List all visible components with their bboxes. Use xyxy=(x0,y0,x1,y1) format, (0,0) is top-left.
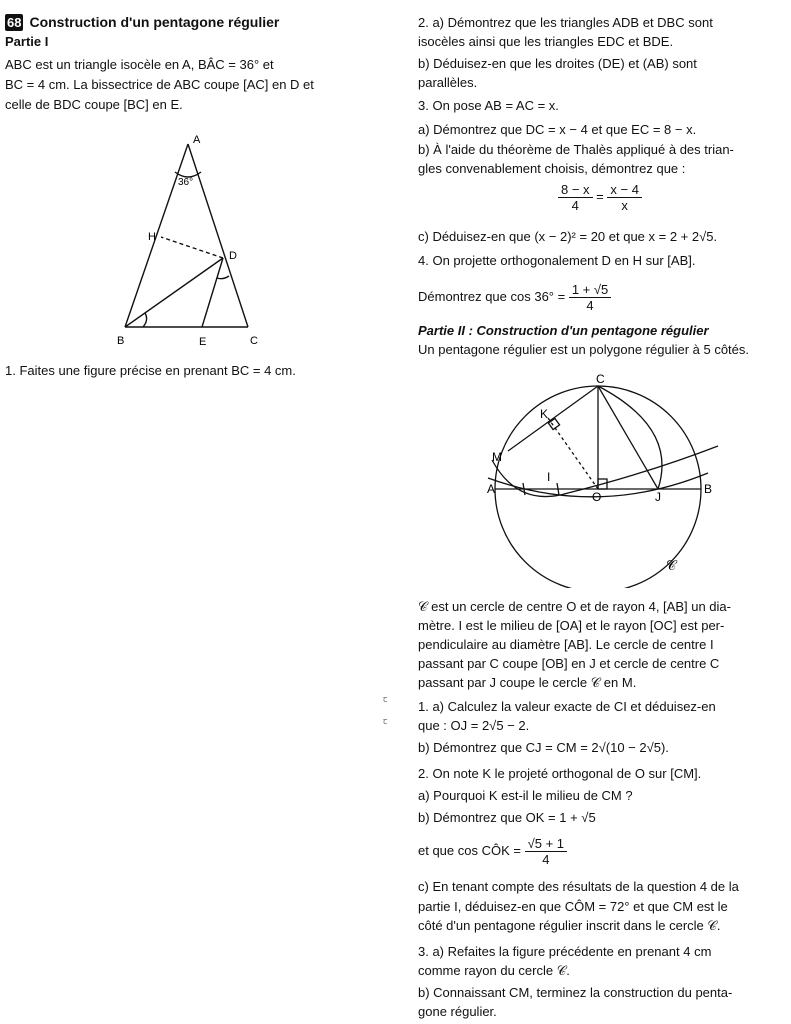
q3c: c) Déduisez-en que (x − 2)² = 20 et que x = 2 + 2√5. xyxy=(418,229,718,244)
p2c-line-1: c) En tenant compte des résultats de la question 4 de la xyxy=(418,879,739,894)
p1a-line-2: que : OJ = 2√5 − 2. xyxy=(418,718,530,733)
equals-sign: = xyxy=(596,188,604,204)
q2b-line-2: parallèles. xyxy=(418,75,478,90)
fraction-left: $\frac{8 - x}{4}$ xyxy=(558,182,593,213)
label-B: B xyxy=(117,335,125,347)
desc-line-5: passant par J coupe le cercle 𝒞 en M. xyxy=(418,675,637,690)
desc-line-4: passant par C coupe [OB] en J et cercle de centre C xyxy=(418,656,720,671)
exercise-title: Construction d'un pentagone régulier xyxy=(29,14,280,30)
p3a-line-2: comme rayon du cercle 𝒞. xyxy=(418,963,570,978)
q2b-line-1: b) Déduisez-en que les droites (DE) et (AB) sont xyxy=(418,56,697,71)
angle-36-label: 36° xyxy=(178,177,194,188)
p2b-fraction: $\frac{√5 + 1}{4}$ xyxy=(525,836,567,867)
p2c-line-3: côté d'un pentagone régulier inscrit dans le cercle 𝒞. xyxy=(418,918,721,933)
margin-mark-1: ꞇ xyxy=(383,694,388,704)
p2a: a) Pourquoi K est-il le milieu de CM ? xyxy=(418,788,633,803)
circle-label-M: M xyxy=(492,450,502,464)
label-E: E xyxy=(199,336,207,348)
fraction-right: $\frac{x - 4}{x}$ xyxy=(607,182,642,213)
p2c-line-2: partie I, déduisez-en que CÔM = 72° et que CM est le xyxy=(418,899,728,914)
exercise-number-badge: 68 xyxy=(7,15,22,30)
q3: 3. On pose AB = AC = x. xyxy=(418,98,559,113)
p2: 2. On note K le projeté orthogonal de O sur [CM]. xyxy=(418,766,702,781)
p2b-prefix: et que cos CÔK = xyxy=(418,842,521,858)
circle-label-J: J xyxy=(655,490,661,504)
intro-line-2: BC = 4 cm. La bissectrice de ABC coupe [AC] en D et xyxy=(5,77,314,92)
circle-label-I: I xyxy=(547,470,551,484)
q3b-line-1: b) À l'aide du théorème de Thalès appliqué à des trian- xyxy=(418,142,734,157)
desc-line-3: pendiculaire au diamètre [AB]. Le cercle de centre I xyxy=(418,637,714,652)
circle-label-C: C xyxy=(596,372,605,386)
label-A: A xyxy=(193,134,201,146)
q4: 4. On projette orthogonalement D en H sur [AB]. xyxy=(418,253,696,268)
q3b-equation xyxy=(558,182,642,213)
circle-label-script-C: 𝒞 xyxy=(666,557,677,573)
label-H: H xyxy=(148,231,156,243)
triangle-figure xyxy=(105,130,285,355)
question-1: 1. Faites une figure précise en prenant BC = 4 cm. xyxy=(5,363,296,378)
desc-line-1: 𝒞 est un cercle de centre O et de rayon 4, [AB] un dia- xyxy=(418,599,731,614)
circle-label-A: A xyxy=(487,482,496,496)
q3b-line-2: gles convenablement choisis, démontrez que : xyxy=(418,161,686,176)
p1a-line-1: 1. a) Calculez la valeur exacte de CI et déduisez-en xyxy=(418,699,716,714)
q2a-line-1: 2. a) Démontrez que les triangles ADB et DBC sont xyxy=(418,15,713,30)
circle-label-O: O xyxy=(592,490,602,504)
q4-prefix: Démontrez que cos 36° = xyxy=(418,288,566,304)
margin-mark-2: ꞇ xyxy=(383,716,388,726)
circle-label-B: B xyxy=(704,482,713,496)
label-D: D xyxy=(229,250,237,262)
intro-line-3: celle de BDC coupe [BC] en E. xyxy=(5,97,183,112)
exercise-header xyxy=(5,14,279,31)
p3a-line-1: 3. a) Refaites la figure précédente en prenant 4 cm xyxy=(418,944,712,959)
p2b-equation xyxy=(418,836,567,867)
q2a-line-2: isocèles ainsi que les triangles EDC et BDE. xyxy=(418,34,674,49)
circle-figure xyxy=(478,368,778,588)
circle-label-K: K xyxy=(540,407,549,421)
q3a: a) Démontrez que DC = x − 4 et que EC = 8 − x. xyxy=(418,122,697,137)
p2b: b) Démontrez que OK = 1 + √5 xyxy=(418,810,596,825)
p1b: b) Démontrez que CJ = CM = 2√(10 − 2√5). xyxy=(418,740,669,755)
p3b-line-1: b) Connaissant CM, terminez la construction du penta- xyxy=(418,985,733,1000)
part2-label: Partie II : Construction d'un pentagone régulier xyxy=(418,323,709,338)
p3b-line-2: gone régulier. xyxy=(418,1004,497,1019)
q4-equation xyxy=(418,282,611,313)
part1-label: Partie I xyxy=(5,34,49,49)
label-C: C xyxy=(250,335,258,347)
part2-intro: Un pentagone régulier est un polygone régulier à 5 côtés. xyxy=(418,342,749,357)
intro-line-1: ABC est un triangle isocèle en A, BÂC = 36° et xyxy=(5,57,274,72)
q4-fraction: $\frac{1 + √5}{4}$ xyxy=(569,282,611,313)
desc-line-2: mètre. I est le milieu de [OA] et le rayon [OC] est per- xyxy=(418,618,725,633)
